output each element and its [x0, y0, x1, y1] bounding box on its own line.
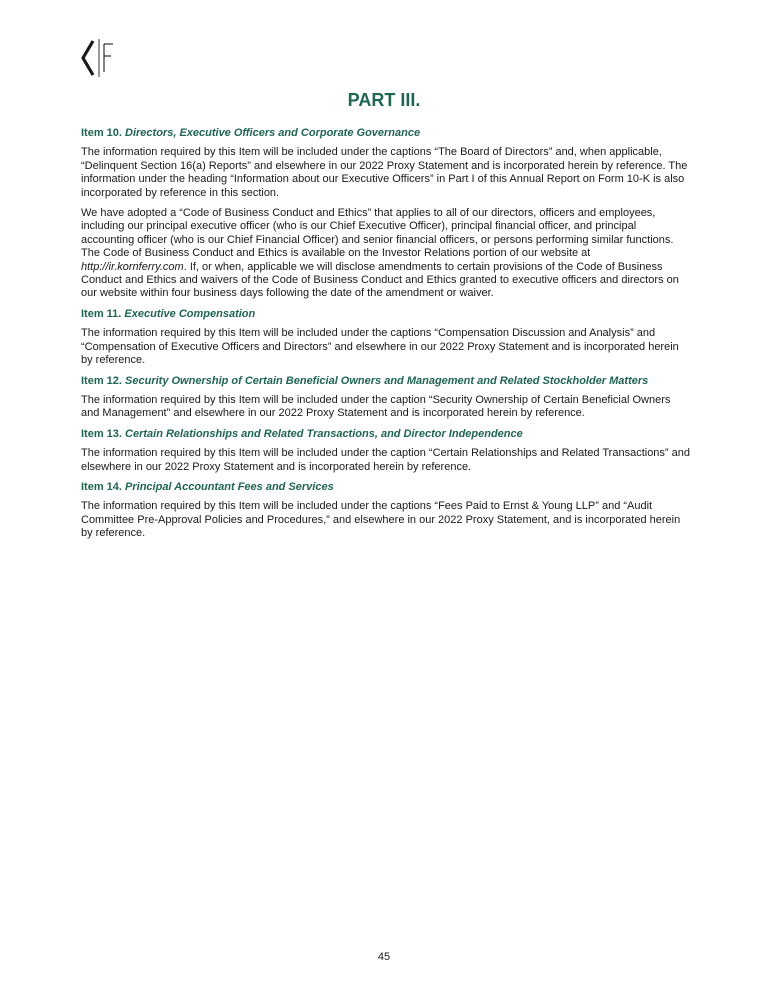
item-paragraph: The information required by this Item will be included under the captions “The Board of Directors” and, when applicable, “Delinquent Section 16(a) Reports” and elsewhere in our 2022 Proxy Statement and is incorporated herein by reference. The information under the heading “Information about our Executive Officers” in Part I of this Annual Report on Form 10-K is also incorporated by reference in this section. [81, 146, 688, 199]
item-number: Item 13. [81, 427, 122, 440]
item-title: Certain Relationships and Related Transactions, and Director Independence [125, 427, 523, 440]
item-heading [81, 481, 691, 494]
item-title: Directors, Executive Officers and Corporate Governance [125, 127, 421, 139]
item-heading [81, 127, 691, 140]
item-number: Item 12. [81, 374, 122, 387]
item-title: Executive Compensation [124, 307, 256, 320]
item-paragraph: The information required by this Item will be included under the captions “Fees Paid to Ernst & Young LLP” and “Audit Committee Pre-Approval Policies and Procedures,” and elsewhere in our 2022 Proxy Statement, and is incorporated herein by reference. [81, 500, 681, 540]
item-title: Principal Accountant Fees and Services [125, 480, 334, 493]
document-body [81, 127, 691, 548]
paragraph-text: . If, or when, applicable we will disclose amendments to certain provisions of the Code of Business Conduct and Ethics and waivers of the Code of Business Conduct and Ethics granted to executive officers and directors on our website within four business days following the date of the amendment or waiver. [81, 260, 679, 300]
item-number: Item 10. [81, 127, 122, 139]
item-heading [81, 308, 691, 321]
paragraph-text: We have adopted a “Code of Business Conduct and Ethics” that applies to all of our directors, officers and employees, including our principal executive officer (who is our Chief Executive Officer), principal financial officer, and principal accounting officer (who is our Chief Financial Officer) and senior financial officers, or persons performing similar functions. The Code of Business Conduct and Ethics is available on the Investor Relations portion of our website at [81, 207, 674, 260]
item-number: Item 11. [81, 307, 122, 320]
kornferry-logo-icon [80, 38, 130, 78]
item-paragraph: The information required by this Item will be included under the captions “Compensation Discussion and Analysis” and “Compensation of Executive Officers and Directors” and elsewhere in our 2022 Proxy Statement and is incorporated herein by reference. [81, 327, 679, 367]
item-paragraph: The information required by this Item will be included under the caption “Certain Relationships and Related Transactions” and elsewhere in our 2022 Proxy Statement and is incorporated herein by reference. [81, 447, 691, 473]
page-number: 45 [377, 951, 391, 963]
item-number: Item 14. [81, 480, 122, 493]
part-title: PART III. [347, 90, 421, 110]
item-title: Security Ownership of Certain Beneficial Owners and Management and Related Stockholder Matters [125, 374, 649, 387]
website-link[interactable]: http://ir.kornferry.com [81, 260, 184, 273]
item-paragraph [81, 207, 691, 301]
item-heading [81, 375, 691, 388]
item-heading [81, 428, 691, 441]
item-paragraph: The information required by this Item will be included under the caption “Security Ownership of Certain Beneficial Owners and Management” and elsewhere in our 2022 Proxy Statement and is incorporated herein by reference. [81, 393, 671, 420]
